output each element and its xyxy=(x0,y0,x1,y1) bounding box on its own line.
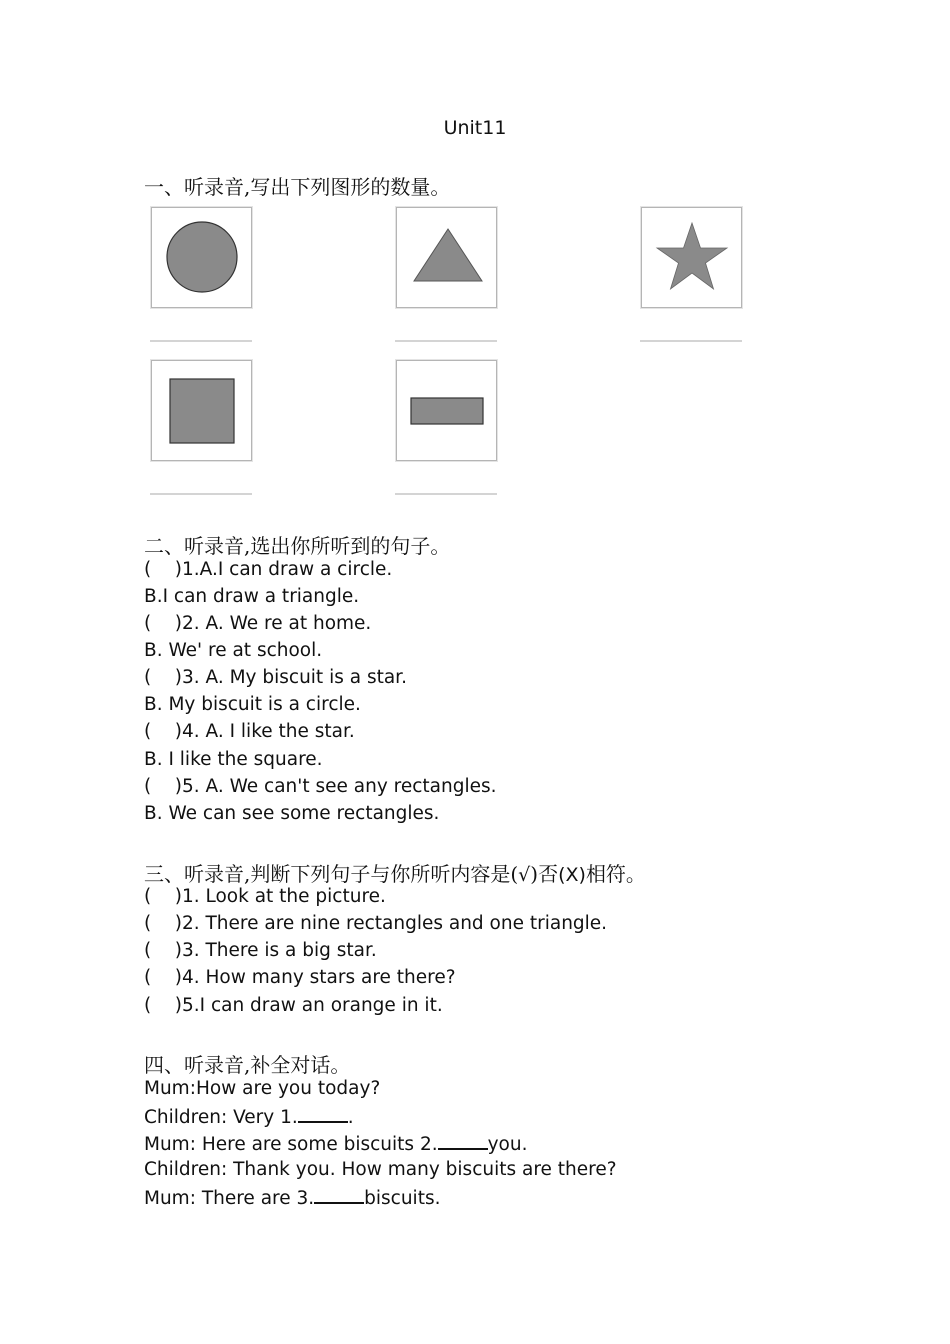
fill-blank-1[interactable] xyxy=(298,1105,348,1123)
list-item: ( )1.A.I can draw a circle. xyxy=(144,559,393,580)
page-title: Unit11 xyxy=(443,117,507,139)
square-icon xyxy=(152,361,251,460)
shape-box-triangle xyxy=(396,207,497,308)
list-item: ( )3. A. My biscuit is a star. xyxy=(144,667,407,688)
shape-box-circle xyxy=(151,207,252,308)
check-mark: √ xyxy=(518,864,531,886)
section4-heading: 四、听录音,补全对话。 xyxy=(144,1053,351,1077)
dialogue-text: Mum: There are 3. xyxy=(144,1188,315,1209)
list-item: ( )4. How many stars are there? xyxy=(144,967,456,988)
list-item: B. We' re at school. xyxy=(144,640,323,661)
section2-heading: 二、听录音,选出你所听到的句子。 xyxy=(144,534,451,558)
dialogue-text: biscuits. xyxy=(364,1188,441,1209)
list-item: ( )3. There is a big star. xyxy=(144,940,377,961)
dialogue-line xyxy=(144,1186,440,1210)
circle-icon xyxy=(152,208,251,307)
section3-heading xyxy=(144,858,646,887)
answer-line-square xyxy=(150,493,252,495)
section3-heading-main: 三、听录音,判断下列句子与你所听内容是( xyxy=(144,862,519,886)
answer-line-triangle xyxy=(395,340,497,342)
dialogue-text: Children: Very 1. xyxy=(144,1107,298,1128)
list-item: B. I like the square. xyxy=(144,749,323,770)
section1-heading: 一、听录音,写出下列图形的数量。 xyxy=(144,175,451,199)
fill-blank-2[interactable] xyxy=(438,1132,488,1150)
section3-heading-mid: )否 xyxy=(530,862,559,886)
dialogue-text: . xyxy=(347,1107,354,1128)
dialogue-line xyxy=(144,1105,354,1129)
list-item: ( )1. Look at the picture. xyxy=(144,886,386,907)
section3-heading-end: 相符。 xyxy=(585,862,646,886)
list-item: ( )2. A. We re at home. xyxy=(144,613,372,634)
shape-box-rectangle xyxy=(396,360,497,461)
list-item: B.I can draw a triangle. xyxy=(144,586,360,607)
dialogue-text: Mum: Here are some biscuits 2. xyxy=(144,1134,438,1155)
dialogue-line: Children: Thank you. How many biscuits are there? xyxy=(144,1159,617,1180)
list-item: ( )2. There are nine rectangles and one triangle. xyxy=(144,913,608,934)
list-item: ( )4. A. I like the star. xyxy=(144,721,355,742)
list-item: ( )5.I can draw an orange in it. xyxy=(144,995,443,1016)
answer-line-rectangle xyxy=(395,493,497,495)
list-item: B. We can see some rectangles. xyxy=(144,803,440,824)
dialogue-text: you. xyxy=(487,1134,528,1155)
list-item: B. My biscuit is a circle. xyxy=(144,694,361,715)
x-mark: (X) xyxy=(558,864,586,886)
dialogue-line xyxy=(144,1132,527,1156)
dialogue-line: Mum:How are you today? xyxy=(144,1078,381,1099)
triangle-icon xyxy=(397,208,496,307)
rectangle-icon xyxy=(397,361,496,460)
fill-blank-3[interactable] xyxy=(314,1186,364,1204)
answer-line-circle xyxy=(150,340,252,342)
shape-box-star xyxy=(641,207,742,308)
star-icon xyxy=(642,208,741,307)
shape-box-square xyxy=(151,360,252,461)
answer-line-star xyxy=(640,340,742,342)
list-item: ( )5. A. We can't see any rectangles. xyxy=(144,776,497,797)
